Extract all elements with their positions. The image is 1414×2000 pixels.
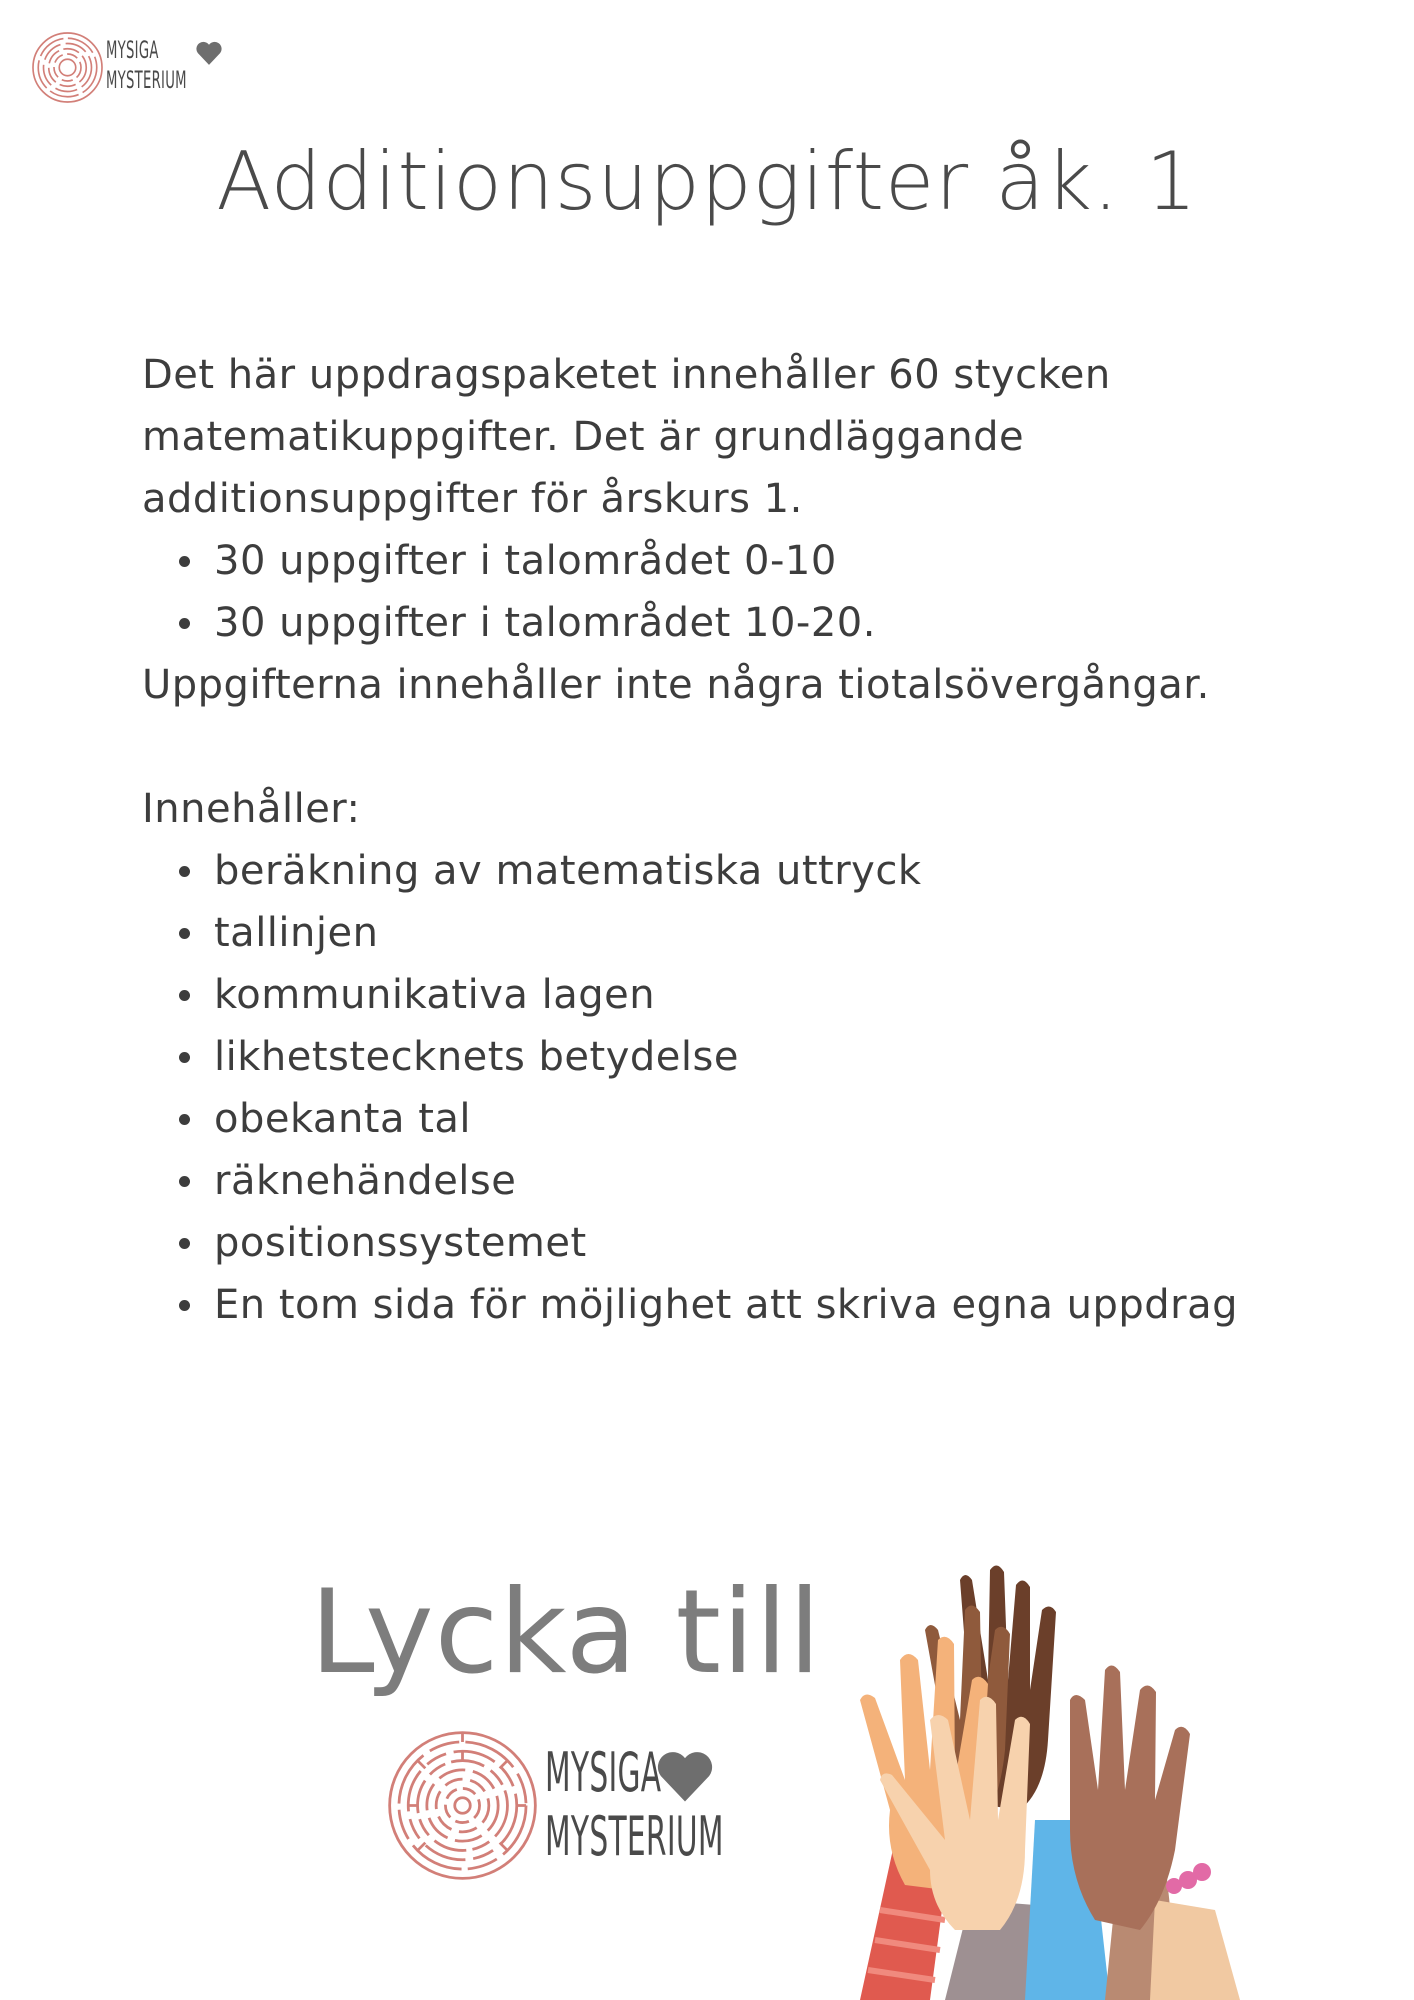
logo-line-1: MYSIGA — [106, 36, 159, 64]
bullet-icon — [179, 1052, 190, 1063]
logo-line-1: MYSIGA — [545, 1741, 662, 1804]
footer-logo — [385, 1728, 745, 1888]
list-item: En tom sida för möjlighet att skriva egna uppdrag — [214, 1274, 1292, 1336]
intro-paragraph: Det här uppdragspaketet innehåller 60 stycken matematikuppgifter. Det är grundläggande additionsuppgifter för årskurs 1. — [142, 352, 1111, 522]
bullet-icon — [179, 866, 190, 877]
contents-heading: Innehåller: — [142, 786, 361, 832]
list-item: 30 uppgifter i talområdet 10-20. — [214, 592, 1292, 654]
list-item: kommunikativa lagen — [214, 964, 1292, 1026]
logo-line-2: MYSTERIUM — [106, 66, 187, 94]
description-block — [142, 344, 1292, 1336]
list-item: likhetstecknets betydelse — [214, 1026, 1292, 1088]
logo-line-2: MYSTERIUM — [545, 1805, 724, 1868]
list-item: beräkning av matematiska uttryck — [214, 840, 1292, 902]
list-item: räknehändelse — [214, 1150, 1292, 1212]
bullet-icon — [179, 1114, 190, 1125]
heart-icon — [653, 1748, 717, 1804]
high-five-hands-illustration — [820, 1550, 1260, 2000]
bullet-icon — [179, 990, 190, 1001]
bullet-icon — [179, 928, 190, 939]
maze-icon — [385, 1728, 540, 1883]
list-item: tallinjen — [214, 902, 1292, 964]
list-item: 30 uppgifter i talområdet 0-10 — [214, 530, 1292, 592]
list-item: obekanta tal — [214, 1088, 1292, 1150]
bullet-icon — [179, 618, 190, 629]
intro-note: Uppgifterna innehåller inte några tiotalsövergångar. — [142, 662, 1210, 708]
contents-list — [142, 840, 1292, 1336]
heart-icon — [194, 40, 224, 66]
header-logo — [30, 30, 200, 110]
range-list — [142, 530, 1292, 654]
maze-icon — [30, 30, 105, 105]
bullet-icon — [179, 1176, 190, 1187]
bullet-icon — [179, 556, 190, 567]
page-title: Additionsuppgifter åk. 1 — [216, 135, 1198, 228]
bullet-icon — [179, 1300, 190, 1311]
list-item: positionssystemet — [214, 1212, 1292, 1274]
closing-text: Lycka till — [310, 1565, 822, 1700]
bullet-icon — [179, 1238, 190, 1249]
